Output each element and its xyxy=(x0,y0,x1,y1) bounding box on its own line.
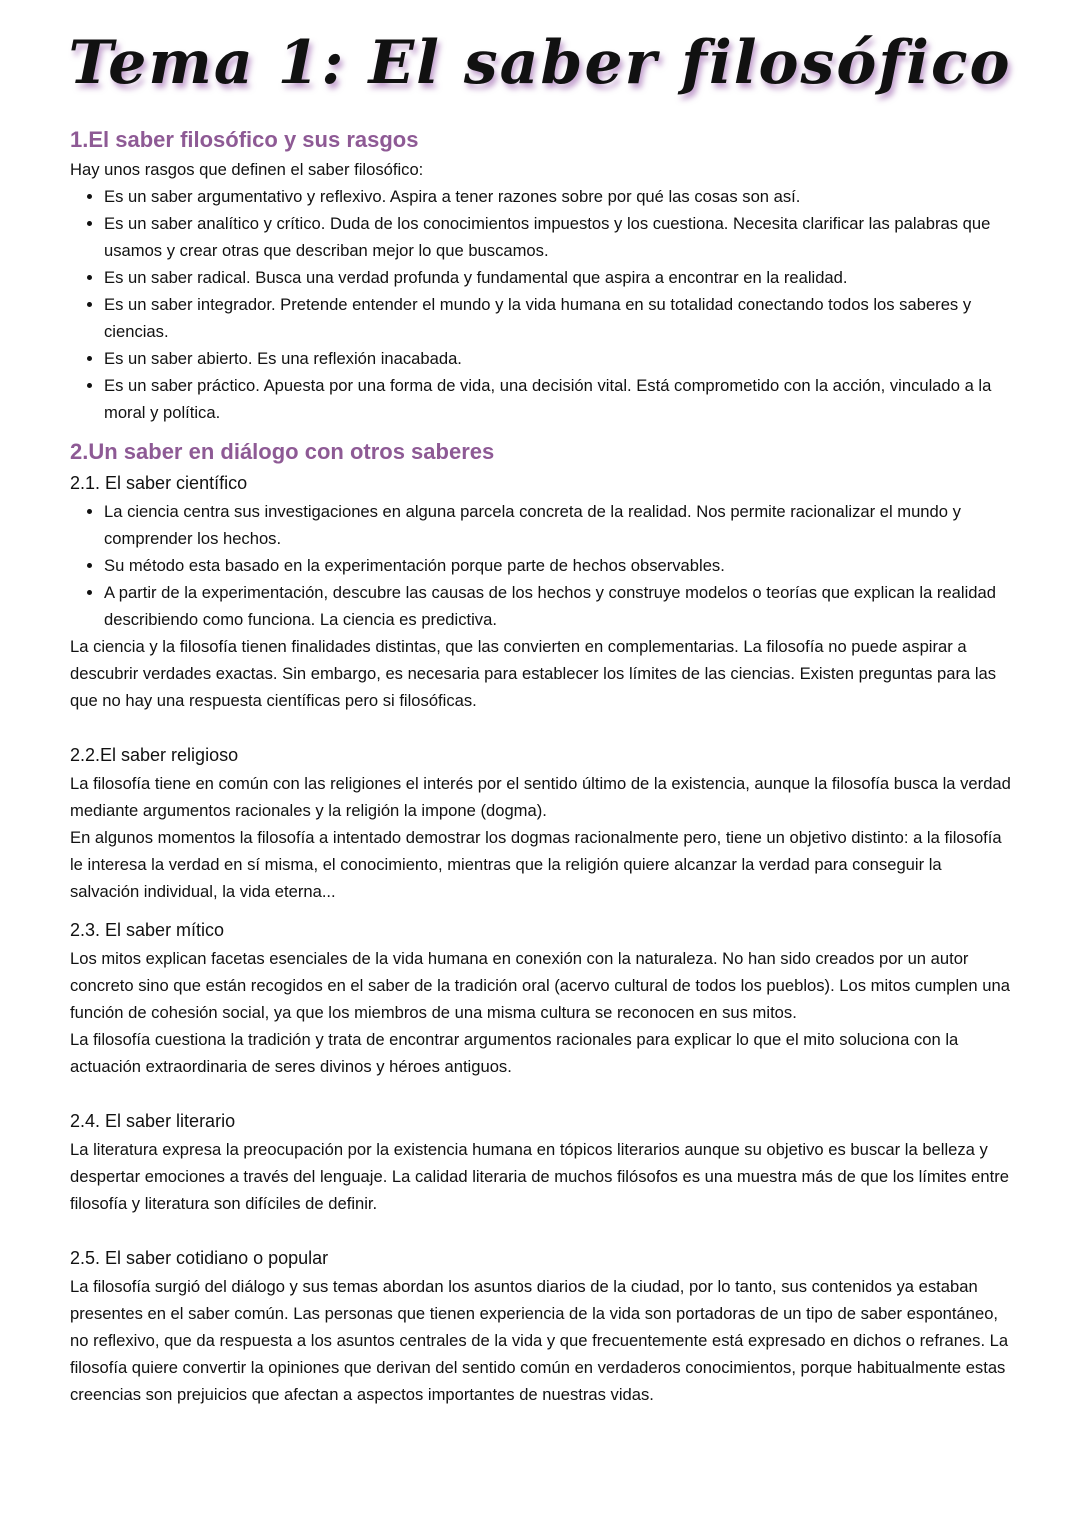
intro-text: Hay unos rasgos que definen el saber filosófico: xyxy=(70,160,424,179)
list-item: • Es un saber integrador. Pretende entender el mundo y la vida humana en su totalidad conectando todos los saberes y ciencias. xyxy=(104,291,1015,345)
list-item: • Es un saber práctico. Apuesta por una forma de vida, una decisión vital. Está comprometido con la acción, vinculado a la moral y política. xyxy=(104,372,1015,426)
paragraph: La filosofía tiene en común con las religiones el interés por el sentido último de la existencia, aunque la filosofía busca la verdad mediante argumentos racionales y la religión la impone (dogma). xyxy=(70,774,1011,820)
paragraph: La literatura expresa la preocupación por la existencia humana en tópicos literarios aunque su objetivo es buscar la belleza y despertar emociones a través del lenguaje. La calidad literaria de muchos filósofos es una muestra más de que los límites entre filosofía y literatura son difíciles de definir. xyxy=(70,1140,1009,1213)
paragraph: La filosofía surgió del diálogo y sus temas abordan los asuntos diarios de la ciudad, por lo tanto, sus contenidos ya estaban presentes en el saber común. Las personas que tienen experiencia de la vida son portadoras de un tipo de saber espontáneo, no reflexivo, que da respuesta a los asuntos centrales de la vida y que frecuentemente está expresado en dichos o refranes. La filosofía quiere convertir la opiniones que derivan del sentido común en verdaderos conocimientos, porque habitualmente estas creencias son prejuicios que afectan a aspectos importantes de nuestras vidas. xyxy=(70,1277,1009,1404)
list-item: • Es un saber analítico y crítico. Duda de los conocimientos impuestos y los cuestiona. Necesita clarificar las palabras que usamos y crear otras que describan mejor lo que buscamos. xyxy=(104,210,1015,264)
list-item: • La ciencia centra sus investigaciones en alguna parcela concreta de la realidad. Nos permite racionalizar el mundo y comprender los hechos. xyxy=(104,498,1015,552)
document-body xyxy=(70,124,1015,1408)
list-item: • Su método esta basado en la experimentación porque parte de hechos observables. xyxy=(104,552,1015,579)
list-item: • Es un saber radical. Busca una verdad profunda y fundamental que aspira a encontrar en la realidad. xyxy=(104,264,1015,291)
paragraph: En algunos momentos la filosofía a intentado demostrar los dogmas racionalmente pero, tiene un objetivo distinto: a la filosofía le interesa la verdad en sí misma, el conocimiento, mientras que la religión quiere alcanzar la verdad para conseguir la salvación individual, la vida eterna... xyxy=(70,828,1002,901)
subsection-heading: 2.5. El saber cotidiano o popular xyxy=(70,1248,329,1268)
list-item: • Es un saber abierto. Es una reflexión inacabada. xyxy=(104,345,1015,372)
subsection-heading: 2.1. El saber científico xyxy=(70,473,248,493)
science-list xyxy=(70,498,1015,633)
paragraph: La filosofía cuestiona la tradición y trata de encontrar argumentos racionales para explicar lo que el mito soluciona con la actuación extraordinaria de seres divinos y héroes antiguos. xyxy=(70,1030,959,1076)
subsection-heading: 2.2.El saber religioso xyxy=(70,745,239,765)
page-title: Tema 1: El saber filosófico xyxy=(68,28,1012,98)
subsection-heading: 2.4. El saber literario xyxy=(70,1111,236,1131)
section-heading: 1.El saber filosófico y sus rasgos xyxy=(70,127,419,152)
traits-list xyxy=(70,183,1015,426)
section-heading: 2.Un saber en diálogo con otros saberes xyxy=(70,439,495,464)
list-item: • Es un saber argumentativo y reflexivo. Aspira a tener razones sobre por qué las cosas son así. xyxy=(104,183,1015,210)
subsection-heading: 2.3. El saber mítico xyxy=(70,920,225,940)
list-item: • A partir de la experimentación, descubre las causas de los hechos y construye modelos o teorías que explican la realidad describiendo como funciona. La ciencia es predictiva. xyxy=(104,579,1015,633)
paragraph: Los mitos explican facetas esenciales de la vida humana en conexión con la naturaleza. No han sido creados por un autor concreto sino que están recogidos en el saber de la tradición oral (acervo cultural de todos los pueblos). Los mitos cumplen una función de cohesión social, ya que los miembros de una misma cultura se reconocen en sus mitos. xyxy=(70,949,1010,1022)
paragraph: La ciencia y la filosofía tienen finalidades distintas, que las convierten en complementarias. La filosofía no puede aspirar a descubrir verdades exactas. Sin embargo, es necesaria para establecer los límites de las ciencias. Existen preguntas para las que no hay una respuesta científicas pero si filosóficas. xyxy=(70,637,997,710)
